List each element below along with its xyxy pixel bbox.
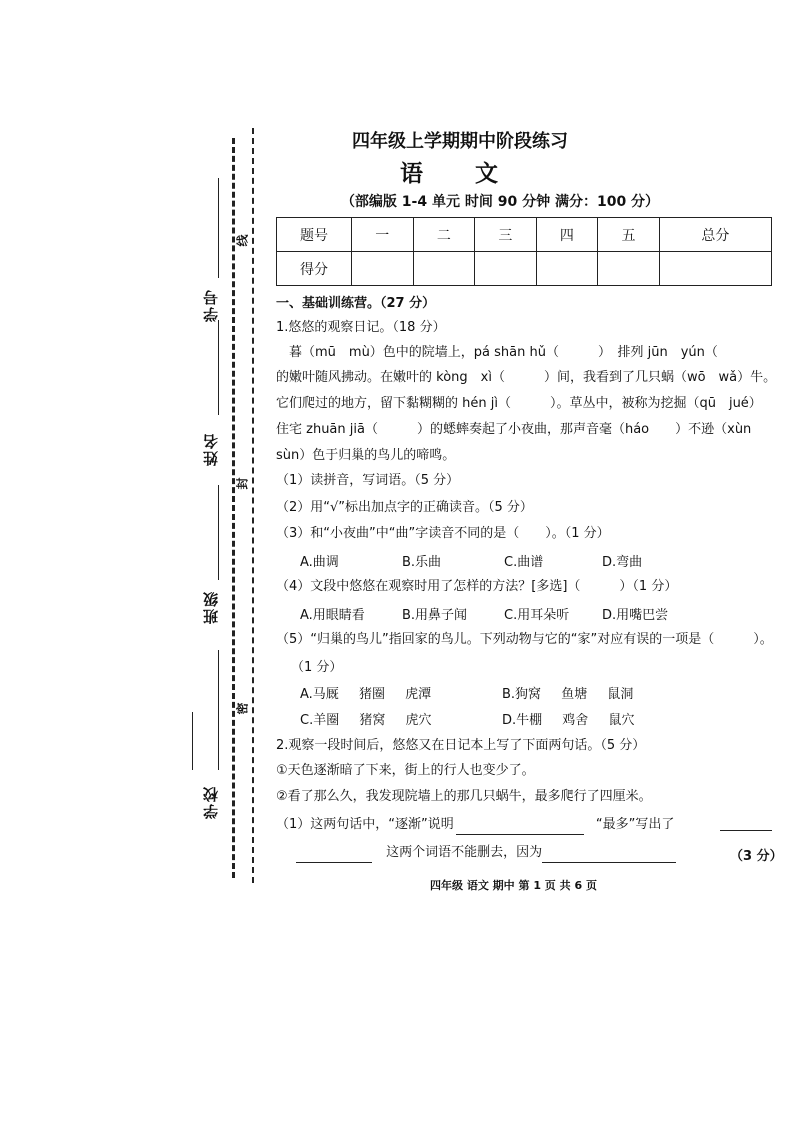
- score-input-cell[interactable]: [659, 252, 771, 286]
- class-label: 班级: [202, 590, 220, 624]
- sub-question: （3）和“小夜曲”中“曲”字读音不同的是（ ）。（1 分）: [276, 526, 610, 541]
- prompt-text: “最多”写出了: [595, 817, 675, 832]
- score-cell: 一: [352, 218, 414, 252]
- seal-mark-seal: 封: [235, 477, 250, 490]
- score-input-cell[interactable]: [475, 252, 537, 286]
- score-cell: 五: [598, 218, 660, 252]
- fill-in-row-2: [276, 843, 676, 863]
- option-a[interactable]: A.曲调: [300, 555, 339, 570]
- score-table-header-row: [277, 218, 772, 252]
- option-b[interactable]: [502, 683, 633, 702]
- exam-title: 四年级上学期期中阶段练习: [352, 131, 568, 152]
- option-b[interactable]: B.用鼻子闻: [402, 608, 468, 623]
- fill-in-row-1: [276, 815, 674, 835]
- answer-blank[interactable]: [456, 820, 584, 835]
- option-word: 猪窝: [359, 713, 386, 728]
- subject-title: 语 文: [399, 160, 520, 187]
- page-footer: 四年级 语文 期中 第 1 页 共 6 页: [430, 879, 597, 892]
- option-word: D.牛棚: [502, 713, 543, 728]
- option-word: 虎穴: [405, 713, 432, 728]
- score-input-cell[interactable]: [352, 252, 414, 286]
- passage-line: 暮（mū mù）色中的院墙上，pá shān hǔ（ ） 排列 jūn yún（: [276, 345, 757, 360]
- question-title: 2.观察一段时间后，悠悠又在日记本上写了下面两句话。（5 分）: [276, 738, 646, 753]
- option-word: 鼠洞: [607, 687, 634, 702]
- option-word: 鱼塘: [561, 687, 588, 702]
- margin-line-student-no: [218, 178, 219, 278]
- score-table: [276, 217, 772, 286]
- score-input-cell[interactable]: [536, 252, 598, 286]
- passage-line: 的嫩叶随风拂动。在嫩叶的 kòng xì（ ）间，我看到了几只蜗（wō wǎ）牛。: [276, 370, 777, 385]
- prompt-text: 这两个词语不能删去，因为: [386, 845, 543, 860]
- sentence-1: ①天色逐渐暗了下来，街上的行人也变少了。: [276, 763, 535, 778]
- school-label: 学校: [202, 785, 220, 819]
- score-input-cell[interactable]: [598, 252, 660, 286]
- option-c[interactable]: C.用耳朵听: [504, 608, 570, 623]
- option-b[interactable]: B.乐曲: [402, 555, 442, 570]
- score-note: （1 分）: [291, 660, 343, 675]
- answer-blank[interactable]: [542, 848, 676, 863]
- seal-mark-line: 线: [235, 234, 250, 247]
- option-c[interactable]: [300, 709, 432, 728]
- option-d[interactable]: [502, 709, 634, 728]
- sub-question: （2）用“√”标出加点字的正确读音。（5 分）: [276, 500, 533, 515]
- option-word: 虎潭: [405, 687, 432, 702]
- option-a[interactable]: A.用眼睛看: [300, 608, 365, 623]
- passage-line: sùn）色于归巢的鸟儿的啼鸣。: [276, 448, 456, 463]
- passage-line: 它们爬过的地方，留下黏糊糊的 hén jì（ ）。草丛中，被称为挖掘（qū jué）: [276, 396, 762, 411]
- cut-line-outer: [232, 138, 235, 878]
- option-word: B.狗窝: [502, 687, 542, 702]
- option-word: 鼠穴: [608, 713, 635, 728]
- score-cell: 二: [413, 218, 475, 252]
- seal-mark-secret: 密: [235, 702, 250, 715]
- student-no-label: 学号: [202, 288, 220, 322]
- score-cell: 得分: [277, 252, 352, 286]
- option-c[interactable]: C.曲谱: [504, 555, 544, 570]
- option-d[interactable]: D.弯曲: [602, 555, 643, 570]
- sentence-2: ②看了那么久，我发现院墙上的那几只蜗牛，最多爬行了四厘米。: [276, 789, 652, 804]
- option-word: 猪圈: [358, 687, 385, 702]
- score-table-score-row: [277, 252, 772, 286]
- passage-line: 住宅 zhuān jiā（ ）的蟋蟀奏起了小夜曲，那声音毫（háo ）不逊（xùn: [276, 422, 752, 437]
- score-cell: 四: [536, 218, 598, 252]
- margin-line-school: [218, 650, 219, 770]
- margin-line-name: [218, 320, 219, 415]
- margin-line-class: [218, 485, 219, 580]
- score-input-cell[interactable]: [413, 252, 475, 286]
- score-cell: 总分: [659, 218, 771, 252]
- answer-blank[interactable]: [720, 830, 772, 831]
- score-note: （3 分）: [730, 849, 783, 864]
- answer-blank[interactable]: [296, 848, 372, 863]
- sub-question: （4）文段中悠悠在观察时用了怎样的方法？[多选]（ ）（1 分）: [276, 579, 678, 594]
- exam-subtitle: （部编版 1-4 单元 时间 90 分钟 满分：100 分）: [340, 194, 660, 210]
- cut-line-inner: [252, 128, 254, 883]
- option-d[interactable]: D.用嘴巴尝: [602, 608, 669, 623]
- score-cell: 题号: [277, 218, 352, 252]
- score-cell: 三: [475, 218, 537, 252]
- sub-question: （5）“归巢的鸟儿”指回家的鸟儿。下列动物与它的“家”对应有误的一项是（ ）。: [276, 632, 773, 647]
- question-title: 1.悠悠的观察日记。（18 分）: [276, 320, 446, 335]
- prompt-text: （1）这两句话中，“逐渐”说明: [276, 817, 454, 832]
- margin-line-school-short: [192, 712, 193, 770]
- option-a[interactable]: [300, 683, 431, 702]
- section-heading: 一、基础训练营。（27 分）: [276, 296, 436, 311]
- sub-question: （1）读拼音，写词语。（5 分）: [276, 473, 460, 488]
- option-word: A.马厩: [300, 687, 339, 702]
- name-label: 姓名: [202, 432, 220, 466]
- option-word: 鸡舍: [562, 713, 589, 728]
- option-word: C.羊圈: [300, 713, 340, 728]
